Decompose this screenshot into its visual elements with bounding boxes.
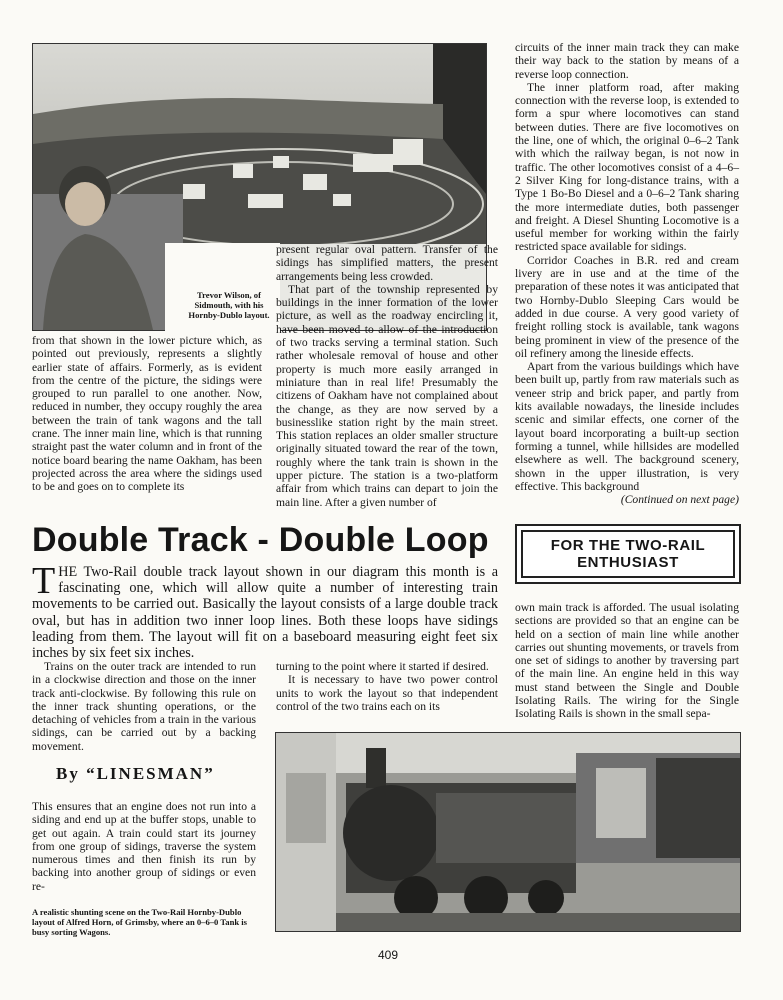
paragraph: This ensures that an engine does not run into a siding and end up at the buffer stops, unable to get out again. A train could start its journey from one group of sidings, traverse the system numerous times and then finish its run by backing into another group of sidings or even re- xyxy=(32,800,256,893)
continued-note: (Continued on next page) xyxy=(620,493,739,507)
page-number: 409 xyxy=(378,948,399,962)
section-label-box xyxy=(515,524,741,584)
drop-cap: T xyxy=(32,560,56,602)
section-label-line1: FOR THE TWO-RAIL xyxy=(550,537,706,554)
article-column-3 xyxy=(515,601,739,721)
top-column-1 xyxy=(32,334,262,494)
paragraph: circuits of the inner main track they can make their way back to the station by means of a reverse loop connection. xyxy=(515,41,739,81)
bottom-photo xyxy=(275,732,741,932)
paragraph: Trains on the outer track are intended to run in a clockwise direction and those on the inner track anti-clockwise. By following this rule on the inner track shunting operations, or the detaching of vehicles from a train in the various sidings, can be carried out by a backing movement. xyxy=(32,660,256,753)
intro-text: HE Two-Rail double track layout shown in our diagram this month is a fascinating one, which will allow quite a number of interesting train movements to be carried out. Basically the layout consists of a large double track oval, but has in addition two inner loop lines. Both these loops have sidings leading from them. The layout will fit on a baseboard measuring eight feet six inches by six feet six inches. xyxy=(32,564,498,662)
top-column-3 xyxy=(515,41,739,506)
paragraph: The inner platform road, after making connection with the reverse loop, is extended to form a spur where locomotives can stand between duties. There are five locomotives on the line, one of which, the original 0–6–2 Tank with which the railway began, is not now in traffic. The other locomotives consist of a 4–6–2 Silver King for long-distance trains, with a Type 1 Bo-Bo Diesel and a 0–6–2 Tank sharing the more intermediate duties, both passenger and freight. A Diesel Shunting Locomotive is a useful member for working within the fairly restricted space available for sidings. xyxy=(515,80,739,254)
paragraph: turning to the point where it started if desired. xyxy=(276,660,489,673)
paragraph: from that shown in the lower picture which, as pointed out previously, represents a slightly earlier state of affairs. Formerly, as is evident from the centre of the picture, the sidings were grouped to run parallel to one another. Now, reduced in number, they occupy roughly the area between the train of tank wagons and the tall crane. The inner main line, which is that running straight past the water column and in front of the notice board bearing the name Oakham, has been projected across the area where the sidings used to be and goes on to complete its xyxy=(32,334,262,494)
section-label-line2: ENTHUSIAST xyxy=(577,554,679,571)
bottom-photo-caption: A realistic shunting scene on the Two-Rail Hornby-Dublo layout of Alfred Horn, of Grimsby, where an 0–6–0 Tank is busy sorting Wagons. xyxy=(32,907,248,937)
locomotive-image xyxy=(276,733,740,931)
paragraph: Apart from the various buildings which have been built up, partly from raw materials such as veneer strip and brick paper, and partly from kits available nowadays, the lineside includes scenic and similar effects, one corner of the layout board incorporating a built-up section forming a tunnel, while hillsides are modelled elsewhere as well. The background scenery, shown in the upper illustration, is very effective. This background xyxy=(515,360,739,493)
paragraph: That part of the township represented by buildings in the inner formation of the lower picture, as well as the roadway encircling it, have been moved to allow of the introduction of two tracks serving a terminal station. Such rather wholesale removal of house and other property is much more easily arranged in miniature than in real life! Presumably the citizens of Oakham have not complained about the change, as they are now served by a businesslike station right by the main street. This station replaces an older smaller structure originally situated toward the rear of the town, roughly where the tank train is shown in the upper picture. The station is a two-platform affair from which trains can depart to join the main line. After a given number of xyxy=(276,282,498,509)
article-column-2 xyxy=(276,660,498,713)
top-photo-caption: Trevor Wilson, of Sidmouth, with his Hornby-Dublo layout. xyxy=(188,290,270,320)
paragraph: Corridor Coaches in B.R. red and cream livery are in use and at the time of the preparation of these notes it was anticipated that two Hornby-Dublo Sleeping Cars would be added in due course. A very good variety of freight rolling stock is available, tank wagons being prominent in view of the presence of the oil refinery among the lineside effects. xyxy=(515,253,739,360)
article-column-1 xyxy=(32,660,256,753)
byline: By “LINESMAN” xyxy=(56,764,215,783)
article-title: Double Track - Double Loop xyxy=(32,521,489,559)
article-column-1b xyxy=(32,800,256,893)
paragraph: own main track is afforded. The usual isolating sections are provided so that an engine can be held on a section of main line while another carries out shunting movements, or travels from one set of sidings to another by traversing part of the main line. An engine held in this way must stand between the Single and Double Isolating Rails. The wiring for the Single Isolating Rails is shown in the small sepa- xyxy=(515,601,739,721)
paragraph: It is necessary to have two power control units to work the layout so that independent control of the two trains each on its xyxy=(276,673,498,713)
article-intro xyxy=(32,560,498,662)
top-column-2 xyxy=(276,243,498,509)
paragraph: present regular oval pattern. Transfer of the sidings has simplified matters, the present arrangements being less crowded. xyxy=(276,243,498,283)
